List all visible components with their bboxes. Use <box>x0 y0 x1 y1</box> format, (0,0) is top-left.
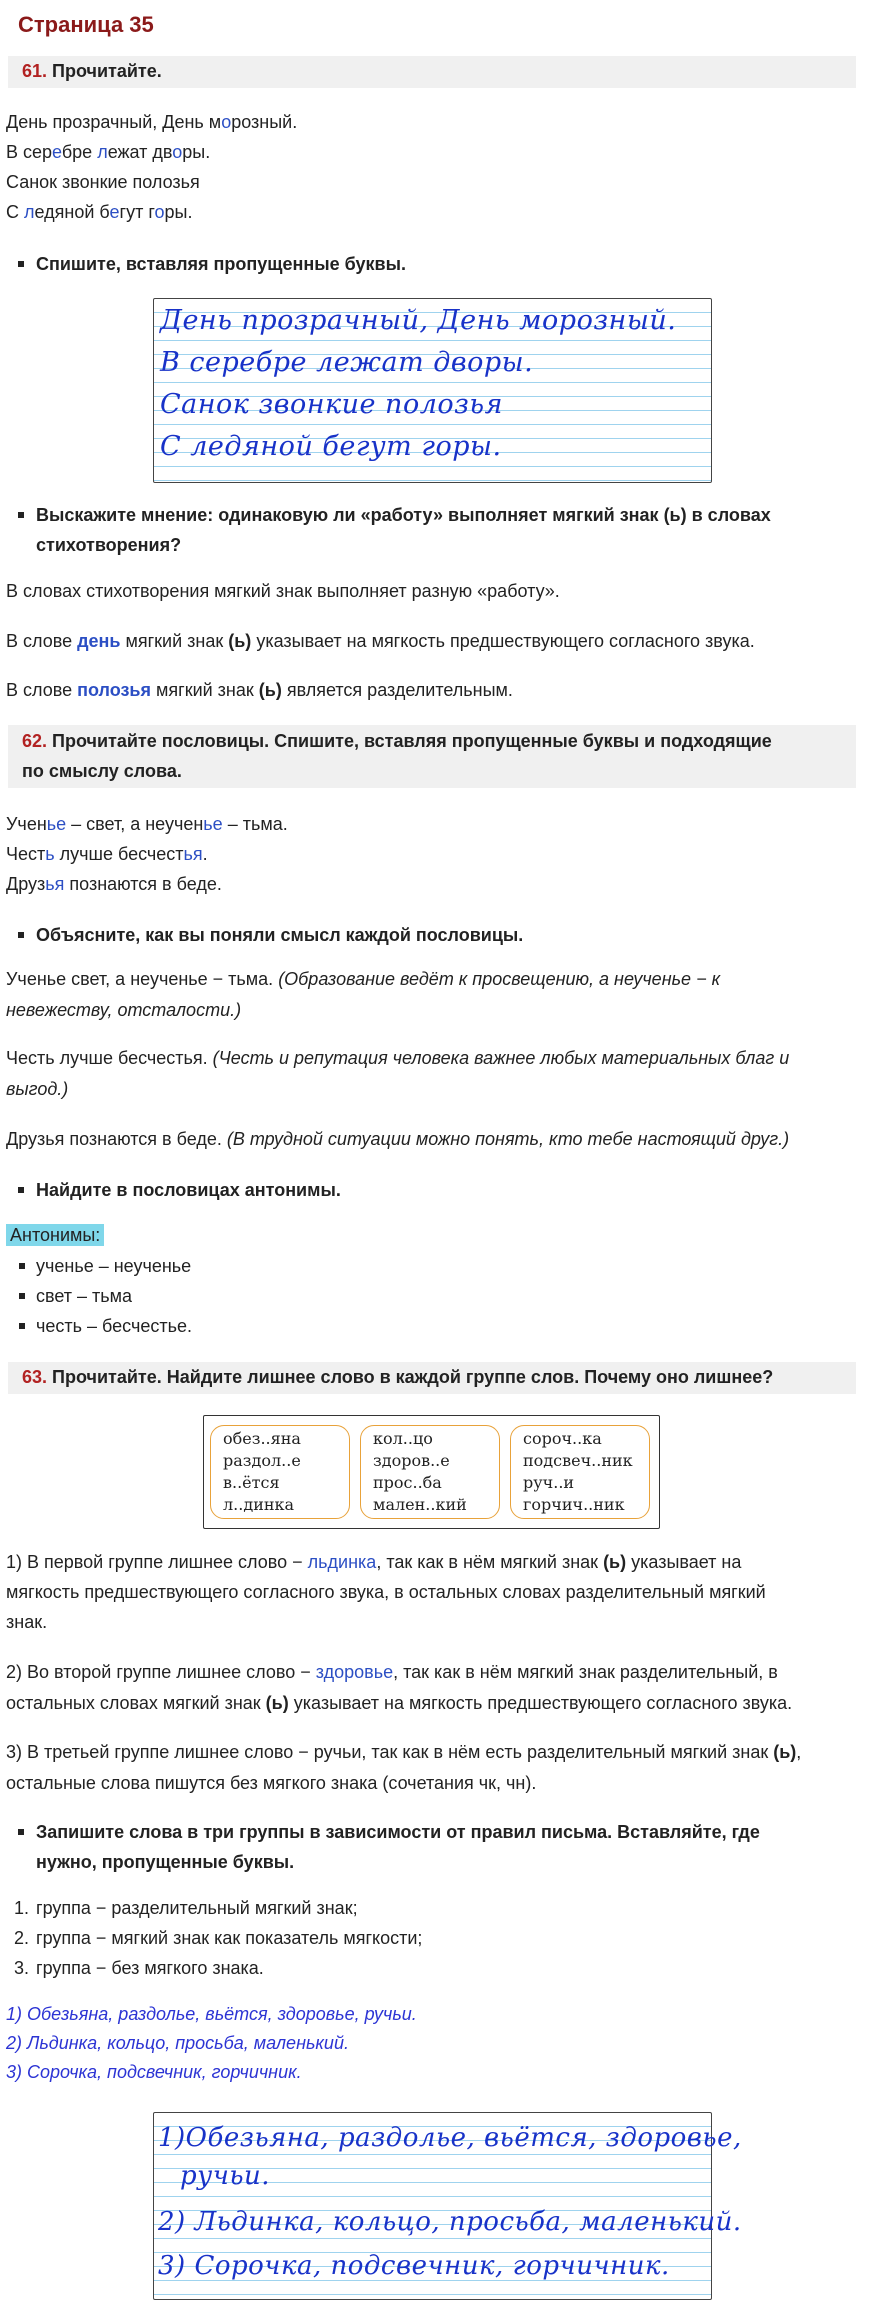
answer-paragraph: 1) В первой группе лишнее слово − льдинка, так как в нём мягкий знак (ь) указывает на мягкость предшествующего согласного звука, в остальных словах разделительный мягкий знак. <box>6 1552 766 1632</box>
answer-text: В слове полозья мягкий знак (ь) является разделительным. <box>6 680 513 700</box>
task-title: Прочитайте. <box>52 61 162 81</box>
explanation: Честь лучше бесчестья. (Честь и репутация человека важнее любых материальных благ и выгод.) <box>6 1048 790 1099</box>
rule-item: 3. группа − без мягкого знака. <box>14 1958 264 1978</box>
question-bullet: Объясните, как вы поняли смысл каждой пословицы. <box>36 920 523 950</box>
task-62-header: 62. Прочитайте пословицы. Спишите, вставляя пропущенные буквы и подходящие по смыслу слова. <box>8 725 856 788</box>
antonym-item: ученье – неученье <box>36 1251 191 1281</box>
question-bullet: Запишите слова в три группы в зависимости от правил письма. Вставляйте, где нужно, пропущенные буквы. <box>36 1817 760 1877</box>
handwritten-line: Санок звонкие полозья <box>160 389 503 420</box>
antonym-item: честь – бесчестье. <box>36 1311 192 1341</box>
poem-line: День прозрачный, День морозный. <box>6 112 298 132</box>
handwritten-line: 1)Обезьяна, раздолье, вьётся, здоровье, <box>158 2123 742 2153</box>
handwritten-line: ручьи. <box>180 2161 271 2191</box>
antonyms-label: Антонимы: <box>6 1220 104 1250</box>
notebook-image <box>153 298 712 483</box>
explanation: Ученье свет, а неученье − тьма. (Образование ведёт к просвещению, а неученье − к невежеству, отсталости.) <box>6 969 721 1020</box>
rule-item: 1. группа − разделительный мягкий знак; <box>14 1898 358 1918</box>
task-63-header: 63. Прочитайте. Найдите лишнее слово в каждой группе слов. Почему оно лишнее? <box>8 1362 856 1394</box>
answer-group: 3) Сорочка, подсвечник, горчичник. <box>6 2062 302 2082</box>
word-group: сороч..ка подсвеч..ник руч..и горчич..ник <box>510 1425 650 1519</box>
poem-line: С ледяной бегут горы. <box>6 202 193 222</box>
page-title: Страница 35 <box>18 12 154 37</box>
word-group: обез..яна раздол..е в..ётся л..динка <box>210 1425 350 1519</box>
explanation: Друзья познаются в беде. (В трудной ситуации можно понять, кто тебе настоящий друг.) <box>6 1129 790 1149</box>
question-bullet: Выскажите мнение: одинаковую ли «работу» выполняет мягкий знак (ь) в словах стихотворения? <box>36 500 771 560</box>
answer-group: 2) Льдинка, кольцо, просьба, маленький. <box>6 2033 349 2053</box>
task-number: 61. <box>22 61 48 81</box>
proverb-line: Друзья познаются в беде. <box>6 874 222 894</box>
antonym-item: свет – тьма <box>36 1281 132 1311</box>
answer-paragraph: 3) В третьей группе лишнее слово − ручьи, так как в нём есть разделительный мягкий знак (ь), остальные слова пишутся без мягкого знака (сочетания чк, чн). <box>6 1742 802 1793</box>
answer-group: 1) Обезьяна, раздолье, вьётся, здоровье, ручьи. <box>6 2004 417 2024</box>
answer-paragraph: 2) Во второй группе лишнее слово − здоровье, так как в нём мягкий знак разделительный, в остальных словах мягкий знак (ь) указывает на мягкость предшествующего согласного звука. <box>6 1662 793 1713</box>
answer-text: В слове день мягкий знак (ь) указывает на мягкость предшествующего согласного звука. <box>6 631 755 651</box>
poem-line: В серебре лежат дворы. <box>6 142 211 162</box>
handwritten-line: 2) Льдинка, кольцо, просьба, маленький. <box>158 2207 742 2237</box>
rule-item: 2. группа − мягкий знак как показатель мягкости; <box>14 1928 423 1948</box>
answer-text: В словах стихотворения мягкий знак выполняет разную «работу». <box>6 581 560 601</box>
handwritten-line: В серебре лежат дворы. <box>160 347 534 378</box>
handwritten-line: День прозрачный, День морозный. <box>160 305 677 336</box>
handwritten-line: С ледяной бегут горы. <box>160 431 502 462</box>
task-61-header <box>8 56 856 88</box>
proverb-line: Честь лучше бесчестья. <box>6 844 208 864</box>
handwritten-line: 3) Сорочка, подсвечник, горчичник. <box>158 2251 670 2281</box>
proverb-line: Ученье – свет, а неученье – тьма. <box>6 814 288 834</box>
notebook-image <box>153 2112 742 2300</box>
question-bullet: Найдите в пословицах антонимы. <box>36 1175 341 1205</box>
question-bullet: Спишите, вставляя пропущенные буквы. <box>36 249 406 279</box>
word-group: кол..цо здоров..е прос..ба мален..кий <box>360 1425 500 1519</box>
poem-line: Санок звонкие полозья <box>6 172 200 192</box>
word-groups-image <box>203 1415 660 1529</box>
